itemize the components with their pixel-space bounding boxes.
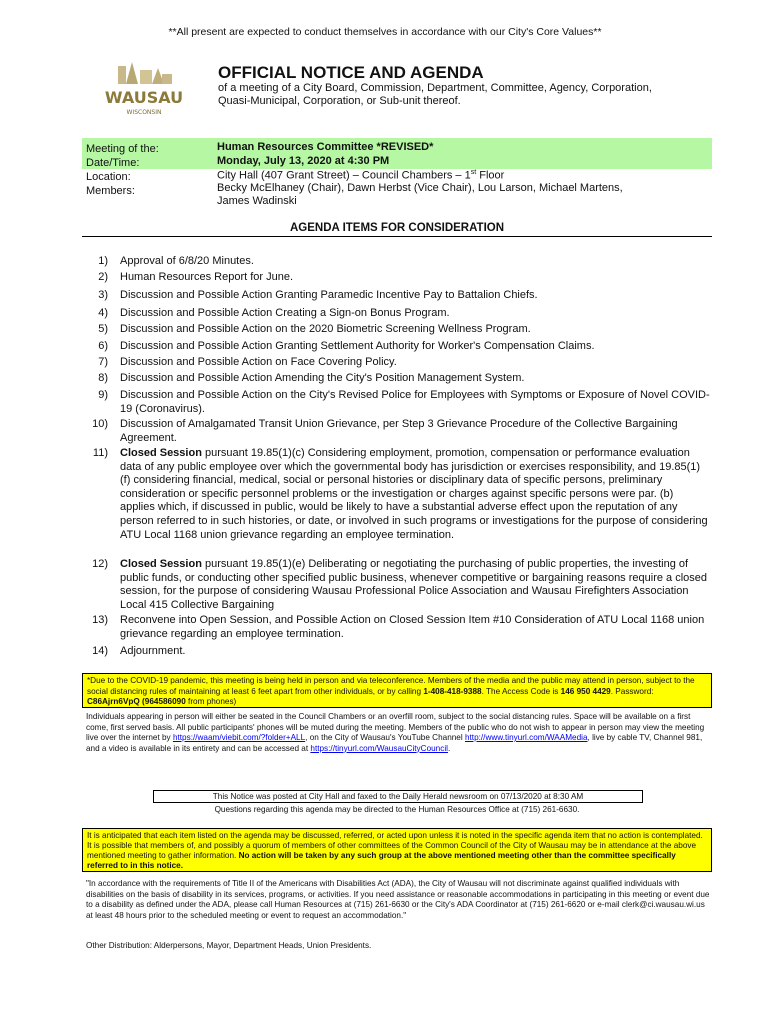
closed-session-label: Closed Session: [120, 558, 202, 570]
agenda-item-text: Discussion and Possible Action on the City's Revised Police for Employees with Symptoms or Exposure of Novel COVID-19 (Coronavirus).: [120, 389, 710, 415]
page-title: OFFICIAL NOTICE AND AGENDA: [218, 63, 484, 82]
agenda-item-text: Discussion and Possible Action on the 2020 Biometric Screening Wellness Program.: [120, 323, 531, 335]
agenda-item-number: 13): [92, 614, 108, 626]
agenda-item-number: 7): [98, 356, 108, 368]
agenda-item-text: Adjournment.: [120, 645, 186, 657]
ada-notice: "In accordance with the requirements of Title II of the Americans with Disabilities Act (ADA), the City of Wausau will not discriminate against qualified individuals with disabilities on the basis of disability in its services, programs, or activities. If you need assistance or reasonable accommodations in participating in this meeting or event due to a disability as defined under the ADA, please call Human Resources at (715) 261-6630 or the City's ADA Coordinator at (715) 261-6620 or e-mail clerk@ci.wausau.wi.us at least 48 hours prior to the scheduled meeting or event to request an accommodation.": [86, 879, 710, 920]
agenda-item-number: 11): [92, 447, 108, 459]
agenda-item-number: 6): [98, 340, 108, 352]
location-label: Location:: [86, 171, 131, 183]
agenda-item-text: Approval of 6/8/20 Minutes.: [120, 255, 254, 267]
agenda-item-number: 10): [92, 418, 108, 430]
members-label: Members:: [86, 185, 135, 197]
distribution-list: Other Distribution: Alderpersons, Mayor, Department Heads, Union Presidents.: [86, 941, 372, 950]
closed-session-label: Closed Session: [120, 447, 202, 459]
viebit-link[interactable]: https://waam/viebit.com/?folder+ALL: [172, 733, 306, 742]
agenda-item-text: Human Resources Report for June.: [120, 271, 294, 283]
logo-text: WAUSAU: [104, 88, 184, 107]
council-video-link[interactable]: https://tinyurl.com/WausauCityCouncil: [310, 743, 448, 753]
datetime-value: Monday, July 13, 2020 at 4:30 PM: [217, 155, 390, 167]
members-value-line2: James Wadinski: [217, 195, 297, 207]
meeting-of-label: Meeting of the:: [86, 143, 159, 155]
members-value-line1: Becky McElhaney (Chair), Dawn Herbst (Vice Chair), Lou Larson, Michael Martens,: [217, 182, 623, 194]
agenda-item-number: 3): [98, 289, 108, 301]
location-value: City Hall (407 Grant Street) – Council Chambers – 1st Floor: [217, 169, 505, 182]
agenda-item-text: Discussion and Possible Action on Face Covering Policy.: [120, 356, 397, 368]
agenda-item-number: 4): [98, 307, 108, 319]
page-subtitle: of a meeting of a City Board, Commission, Department, Committee, Agency, Corporation, Quasi-Municipal, Corporation, or Sub-unit thereof.: [218, 82, 652, 107]
core-values-notice: **All present are expected to conduct themselves in accordance with our City's Core Values**: [168, 26, 602, 38]
agenda-heading: AGENDA ITEMS FOR CONSIDERATION: [289, 222, 505, 234]
heading-rule: [82, 236, 712, 237]
logo-subtext: WISCONSIN: [126, 109, 162, 116]
questions-notice: Questions regarding this agenda may be directed to the Human Resources Office at (715) 261-6630.: [214, 805, 580, 814]
city-logo: [104, 56, 184, 118]
agenda-item-text: Discussion and Possible Action Creating a Sign-on Bonus Program.: [120, 307, 450, 319]
agenda-item-number: 12): [92, 558, 108, 570]
agenda-item-number: 2): [98, 271, 108, 283]
agenda-item-text: Discussion and Possible Action Granting Paramedic Incentive Pay to Battalion Chiefs.: [120, 289, 538, 301]
datetime-label: Date/Time:: [86, 157, 140, 169]
agenda-item-number: 8): [98, 372, 108, 384]
posted-notice: This Notice was posted at City Hall and faxed to the Daily Herald newsroom on 07/13/2020 at 8:30 AM: [153, 790, 643, 803]
agenda-item-number: 9): [98, 389, 108, 401]
agenda-item-text: Discussion and Possible Action Granting Settlement Authority for Worker's Compensation Claims.: [120, 340, 595, 352]
agenda-item-text: Discussion and Possible Action Amending the City's Position Management System.: [120, 372, 525, 384]
in-person-notice: Individuals appearing in person will either be seated in the Council Chambers or an overfill room, subject to the social distancing rules. Space will be available on a first come, first served basis. All public participants' phones will be muted during the meeting. Members of the public who do not wish to appear in person may view the meeting live over the internet by https://waam/viebit.com/?folder+ALL, on the City of Wausau's YouTube Channel http://www.tinyurl.com/WAAMedia, live by cable TV, Channel 981, and a video is available in its entirety and can be accessed at https://tinyurl.com/WausauCityCouncil.: [86, 712, 705, 753]
agenda-item-text: Discussion of Amalgamated Transit Union Grievance, per Step 3 Grievance Procedure of the Collective Bargaining Agreement.: [120, 418, 678, 444]
covid-notice: *Due to the COVID-19 pandemic, this meeting is being held in person and via teleconference. Members of the media and the public may attend in person, subject to the social distancing rules of maintaining at least 6 feet apart from other individuals, or by calling 1-408-418-9388. The Access Code is 146 950 4429. Password: C86Ajrn6VpQ (964586090 from phones): [82, 673, 712, 708]
youtube-link[interactable]: http://www.tinyurl.com/WAAMedia: [464, 733, 588, 742]
agenda-item-text: Closed Session pursuant 19.85(1)(e) Deliberating or negotiating the purchasing of public properties, the investing of public funds, or conducting other specified public business, whenever competitive or bargaining reasons require a closed session, for the purpose of considering Wausau Professional Police Association and Wausau Firefighters Association Local 415 Collective Bargaining: [120, 558, 708, 611]
agenda-item-text: Closed Session pursuant 19.85(1)(c) Considering employment, promotion, compensation or performance evaluation data of any public employee over which the governmental body has jurisdiction or exercises responsibility, and 19.85(1)(f) considering financial, medical, social or personal histories or disciplinary data of specific persons, preliminary consideration or specific personnel problems or the investigation or charges against specific persons were par. (b) applies which, if discussed in public, would be likely to have a substantial adverse effect upon the reputation of any person referred to in such histories, or date, or involved in such programs or investigations for the purpose of considering ATU Local 1168 union grievance regarding an employee termination.: [120, 447, 708, 541]
agenda-item-number: 14): [92, 645, 108, 657]
agenda-item-number: 1): [98, 255, 108, 267]
meeting-of-value: Human Resources Committee *REVISED*: [217, 141, 434, 153]
anticipated-notice: It is anticipated that each item listed on the agenda may be discussed, referred, or acted upon unless it is noted in the specific agenda item that no action is contemplated. It is possible that members of, and possibly a quorum of members of other committees of the Common Council of the City of Wausau may be in attendance at the above mentioned meeting to gather information. No action will be taken by any such group at the above mentioned meeting other than the committee specifically referred to in this notice.: [82, 828, 712, 872]
agenda-item-number: 5): [98, 323, 108, 335]
agenda-item-text: Reconvene into Open Session, and Possible Action on Closed Session Item #10 Consideration of ATU Local 1168 union grievance regarding an employee termination.: [120, 614, 705, 640]
